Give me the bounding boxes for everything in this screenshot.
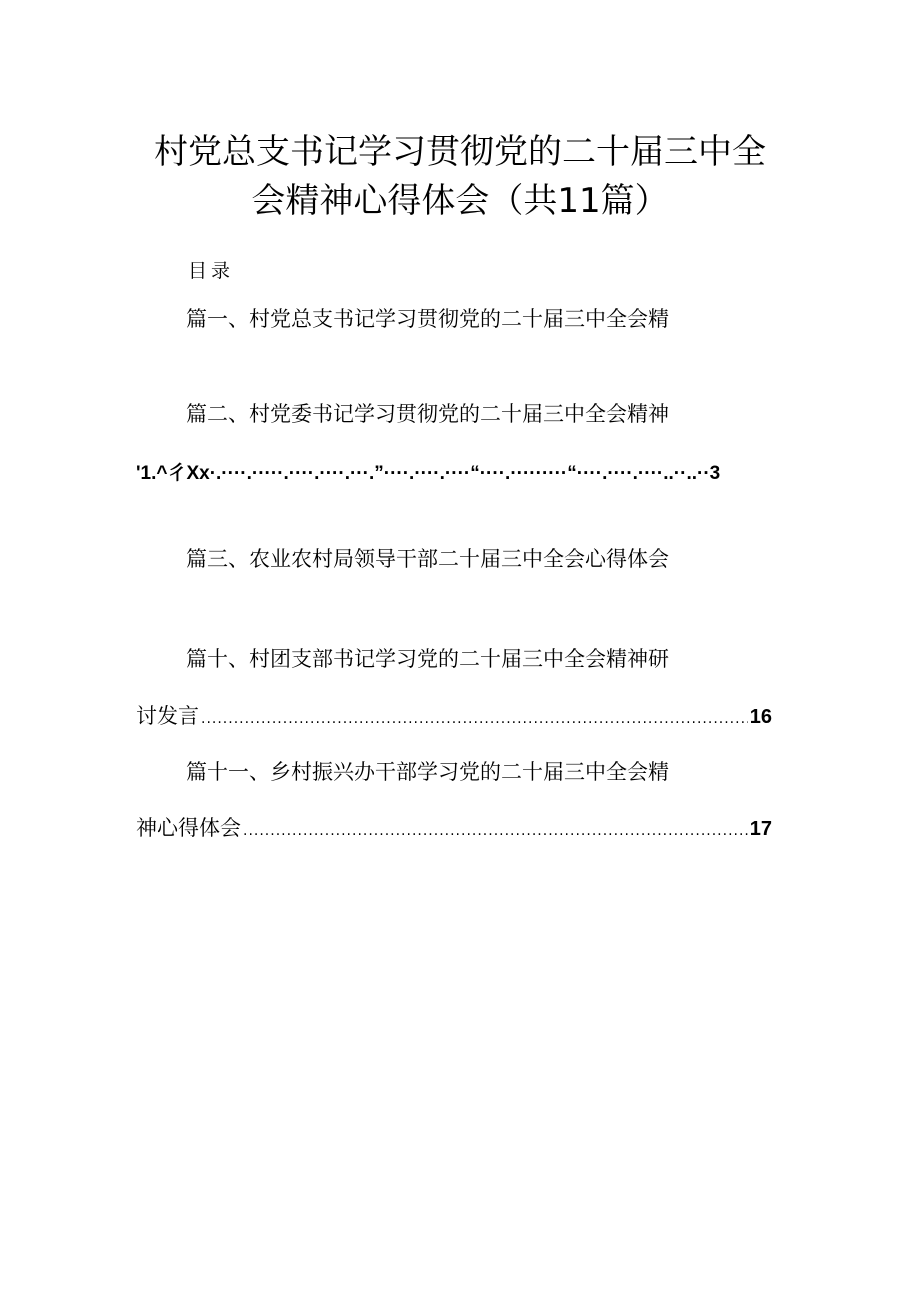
toc-entry-10-text: 讨发言 (136, 704, 199, 728)
toc-entry-11-line1: 篇十一、乡村振兴办干部学习党的二十届三中全会精 (186, 760, 669, 784)
toc-entry-10-line1: 篇十、村团支部书记学习党的二十届三中全会精神研 (186, 647, 669, 671)
document-title-line2: 会精神心得体会（共11篇） (251, 181, 669, 221)
toc-entry-10-line2 (136, 702, 772, 733)
toc-entry-11-page: 17 (749, 818, 772, 840)
toc-entry-3: 篇三、农业农村局领导干部二十届三中全会心得体会 (186, 547, 669, 571)
toc-entry-11-line2 (136, 814, 772, 845)
toc-entry-1: 篇一、村党总支书记学习贯彻党的二十届三中全会精 (186, 307, 669, 331)
dot-leader (201, 705, 748, 733)
toc-entry-2: 篇二、村党委书记学习贯彻党的二十届三中全会精神 (186, 402, 669, 426)
dot-leader (243, 817, 748, 845)
toc-entry-11-text: 神心得体会 (136, 816, 241, 840)
toc-entry-2-leader: '1.^彳Xx·.····.·····.····.····.···.”····.····.····“····.·········“····.····.····..··..··3 (136, 463, 721, 484)
document-title-line1: 村党总支书记学习贯彻党的二十届三中全 (154, 132, 766, 172)
toc-heading: 目录 (188, 260, 235, 282)
toc-entry-10-page: 16 (749, 706, 772, 728)
